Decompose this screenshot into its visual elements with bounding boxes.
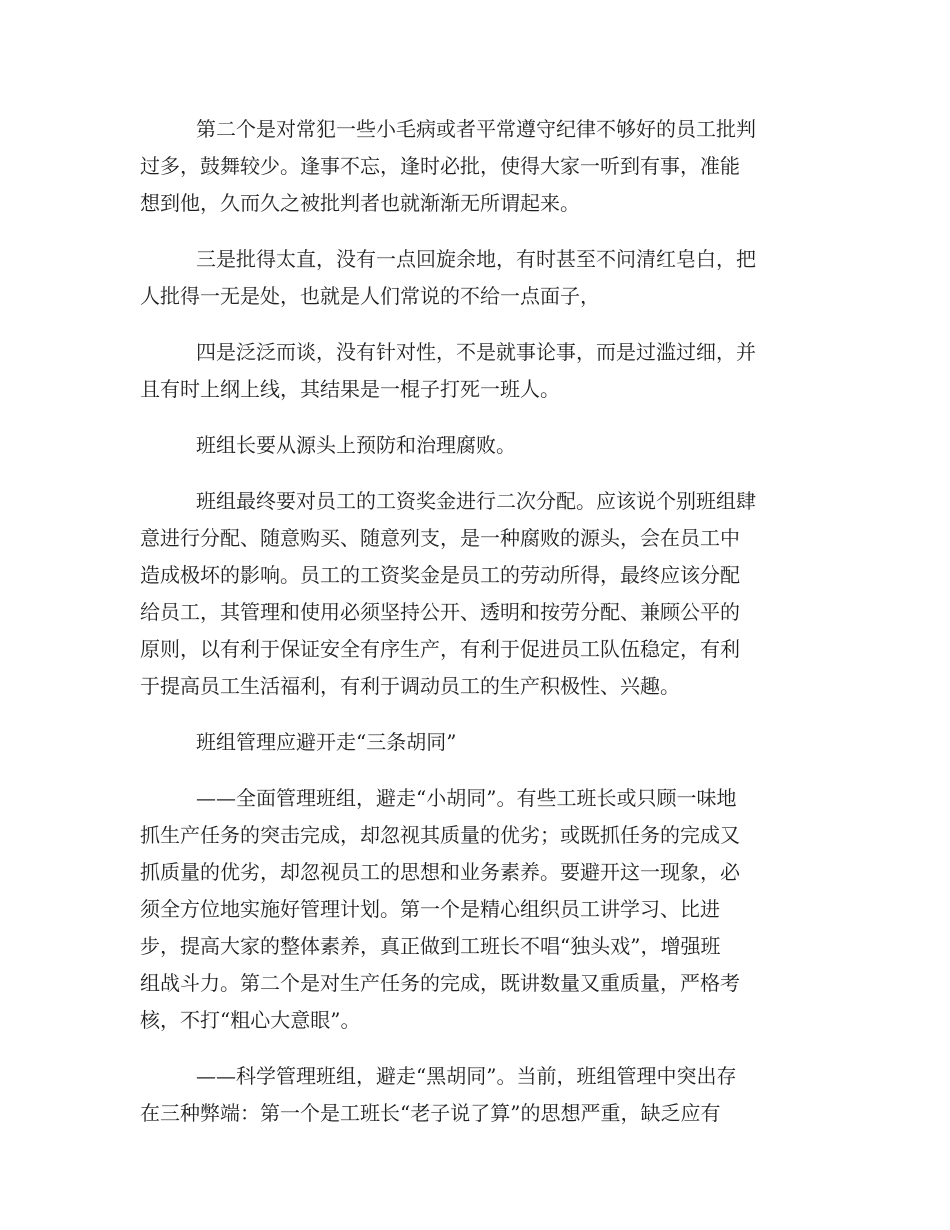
text-line: 抓质量的优劣，却忽视员工的思想和业务素养。要避开这一现象，必 [140,860,740,884]
text-line: 造成极坏的影响。员工的工资奖金是员工的劳动所得，最终应该分配 [140,563,740,587]
text-line: 班组管理应避开走“三条胡同” [196,730,457,754]
text-line: 步，提高大家的整体素养，真正做到工班长不唱“独头戏”，增强班 [140,934,721,958]
text-line: 班组长要从源头上预防和治理腐败。 [196,433,516,457]
paragraph-2 [140,241,810,315]
text-line: 人批得一无是处，也就是人们常说的不给一点面子， [140,284,600,308]
text-line: 原则，以有利于保证安全有序生产，有利于促进员工队伍稳定，有利 [140,637,740,661]
text-line: 三是批得太直，没有一点回旋余地，有时甚至不问清红皂白，把 [196,247,756,271]
text-line: 意进行分配、随意购买、随意列支，是一种腐败的源头，会在员工中 [140,526,740,550]
text-line: 抓生产任务的突击完成，却忽视其质量的优劣；或既抓任务的完成又 [140,823,740,847]
text-line: ——全面管理班组，避走“小胡同”。有些工班长或只顾一味地 [196,786,737,810]
text-line: 给员工，其管理和使用必须坚持公开、透明和按劳分配、兼顾公平的 [140,600,740,624]
text-line: ——科学管理班组，避走“黑胡同”。当前，班组管理中突出存 [196,1064,737,1088]
text-line: 想到他，久而久之被批判者也就渐渐无所谓起来。 [140,191,580,215]
paragraph-8 [140,1058,810,1132]
text-line: 过多，鼓舞较少。逢事不忘，逢时必批，使得大家一听到有事，准能 [140,154,740,178]
section-heading-three-alleys [140,724,810,761]
text-line: 组战斗力。第二个是对生产任务的完成，既讲数量又重质量，严格考 [140,971,740,995]
paragraph-5 [140,483,810,705]
section-heading-corruption [140,427,810,464]
text-line: 四是泛泛而谈，没有针对性，不是就事论事，而是过滥过细，并 [196,340,756,364]
text-line: 在三种弊端：第一个是工班长“老子说了算”的思想严重，缺乏应有 [140,1101,721,1125]
text-line: 且有时上纲上线，其结果是一棍子打死一班人。 [140,377,560,401]
text-line: 须全方位地实施好管理计划。第一个是精心组织员工讲学习、比进 [140,897,720,921]
text-line: 核，不打“粗心大意眼”。 [140,1008,361,1032]
paragraph-1 [140,111,810,222]
paragraph-7 [140,780,810,1039]
text-line: 第二个是对常犯一些小毛病或者平常遵守纪律不够好的员工批判 [196,117,756,141]
text-line: 于提高员工生活福利，有利于调动员工的生产积极性、兴趣。 [140,674,680,698]
paragraph-3 [140,334,810,408]
document-body [140,111,810,1151]
text-line: 班组最终要对员工的工资奖金进行二次分配。应该说个别班组肆 [196,489,756,513]
